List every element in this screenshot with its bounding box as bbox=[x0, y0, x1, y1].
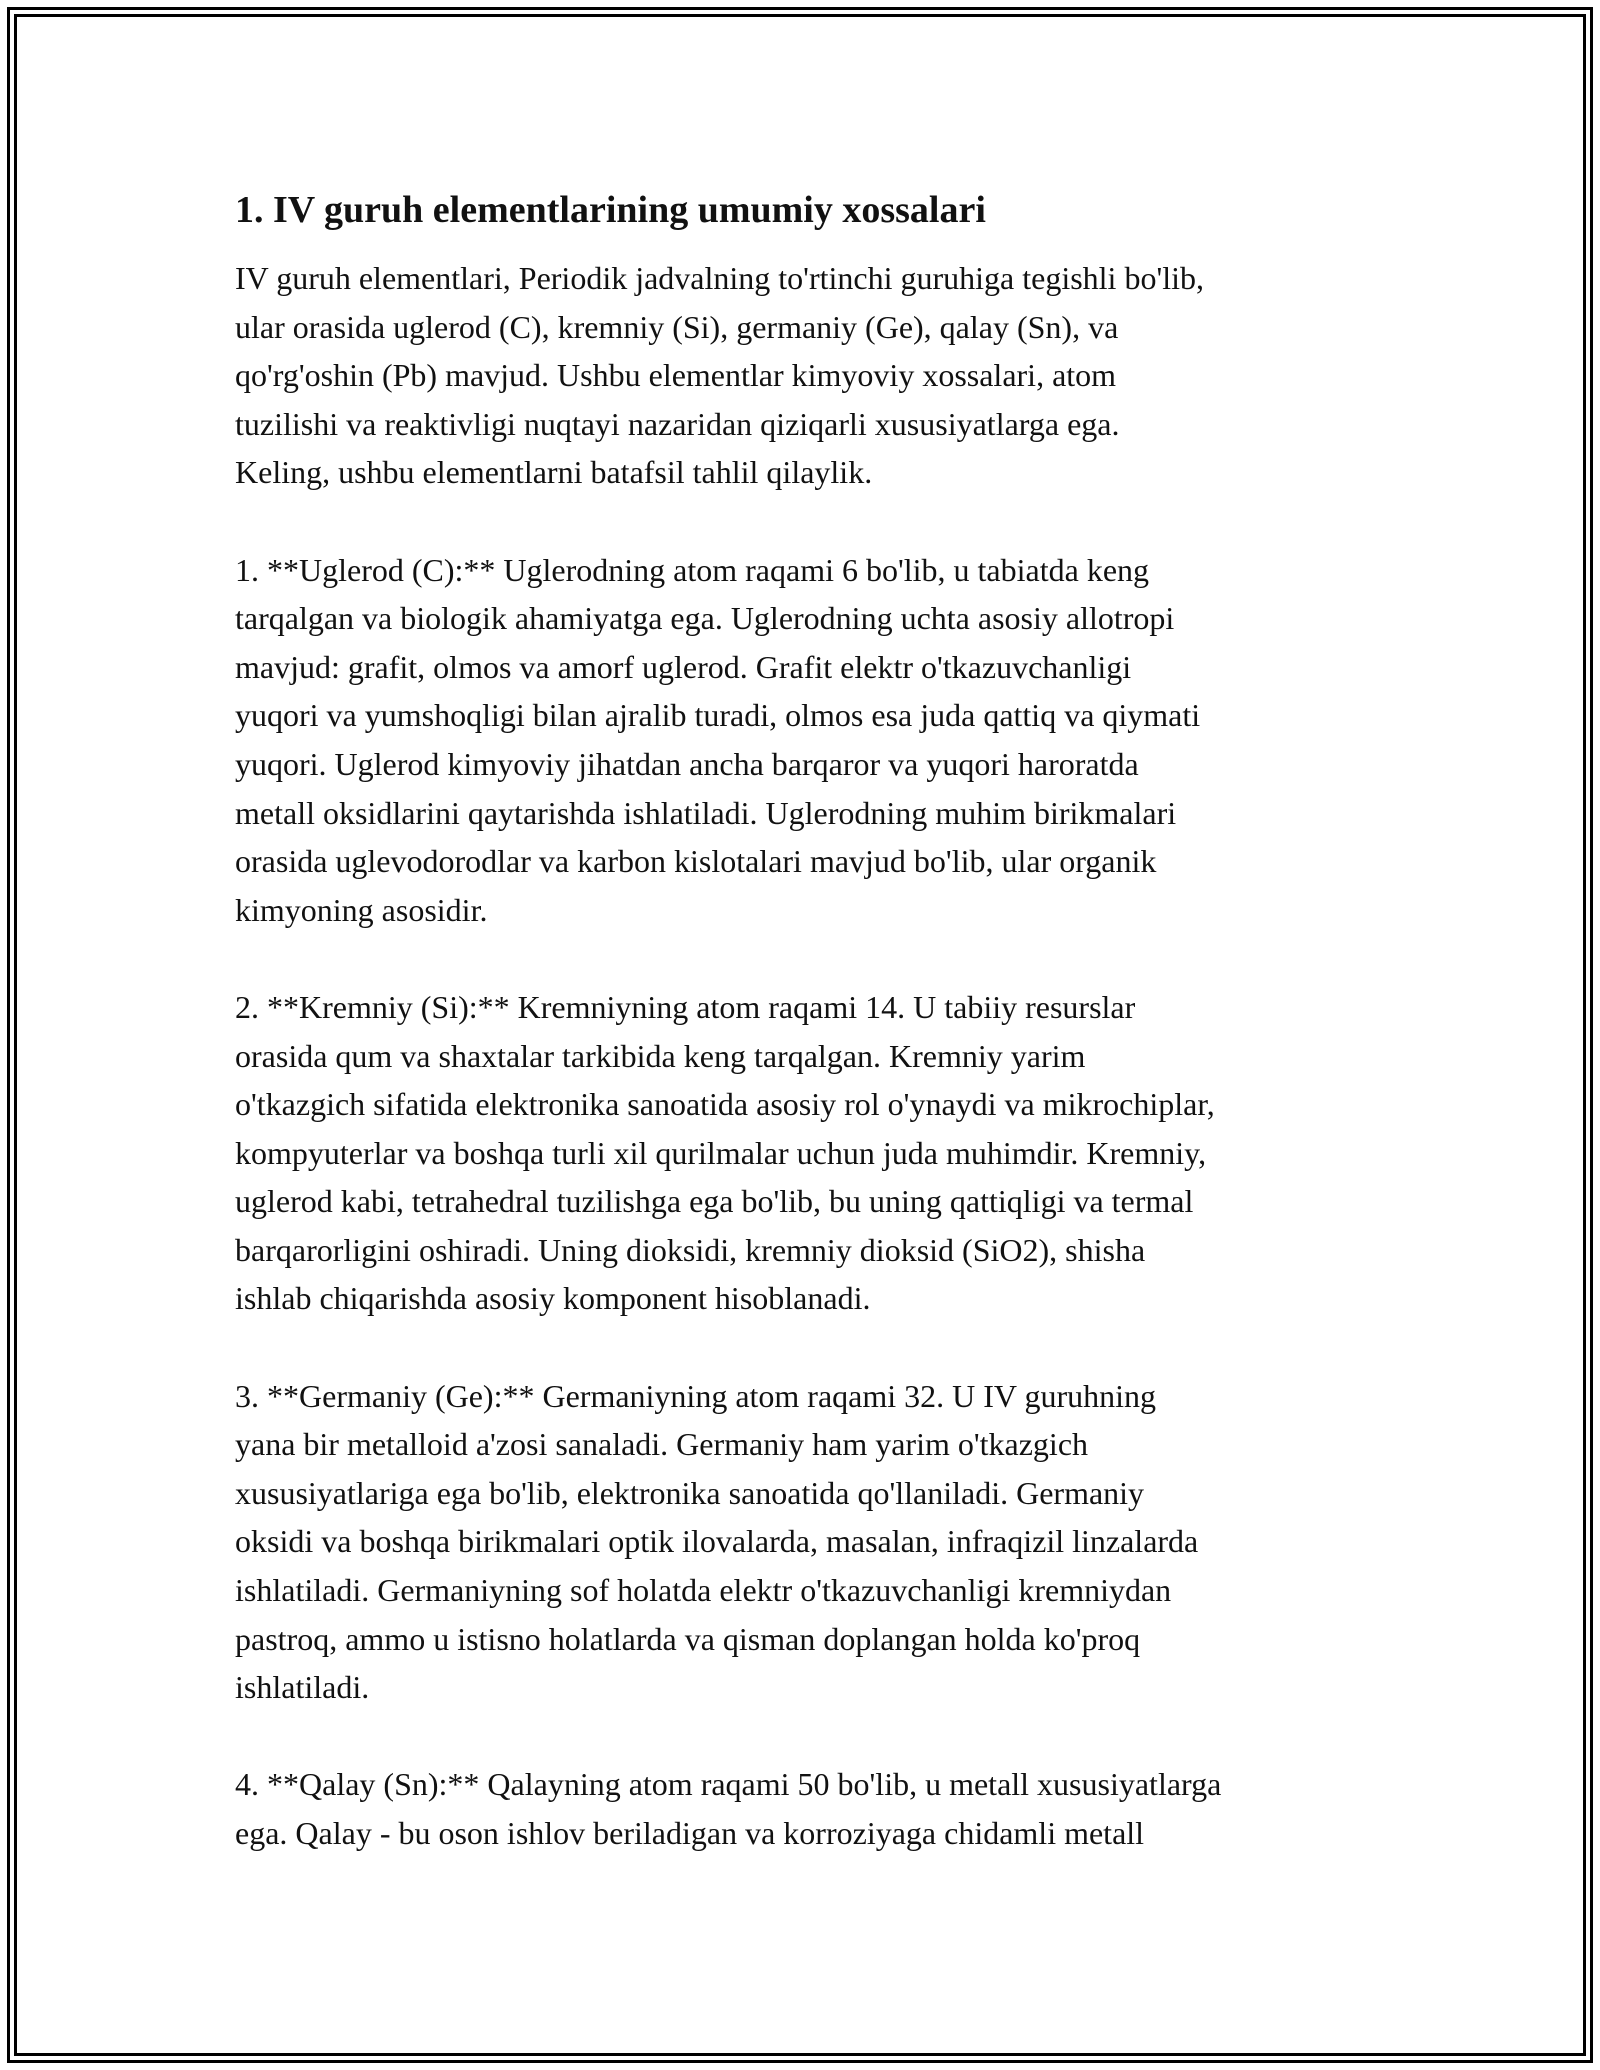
text-line: barqarorligini oshiradi. Uning dioksidi, kremniy dioksid (SiO2), shisha bbox=[235, 1231, 1146, 1268]
text-line: orasida uglevodorodlar va karbon kislotalari mavjud bo'lib, ular organik bbox=[235, 843, 1157, 880]
section-heading: 1. IV guruh elementlarining umumiy xossalari bbox=[235, 189, 986, 231]
text-line: ishlatiladi. Germaniyning sof holatda elektr o'tkazuvchanligi kremniydan bbox=[235, 1572, 1172, 1609]
text-line: ular orasida uglerod (C), kremniy (Si), germaniy (Ge), qalay (Sn), va bbox=[235, 308, 1119, 345]
text-line: qo'rg'oshin (Pb) mavjud. Ushbu elementlar kimyoviy xossalari, atom bbox=[235, 357, 1117, 394]
text-line: ega. Qalay - bu oson ishlov beriladigan va korroziyaga chidamli metall bbox=[235, 1815, 1145, 1851]
text-line: uglerod kabi, tetrahedral tuzilishga ega bo'lib, bu uning qattiqligi va termal bbox=[235, 1183, 1194, 1220]
text-line: yuqori. Uglerod kimyoviy jihatdan ancha barqaror va yuqori haroratda bbox=[235, 745, 1139, 782]
text-line: yana bir metalloid a'zosi sanaladi. Germaniy ham yarim o'tkazgich bbox=[235, 1426, 1089, 1463]
text-line: IV guruh elementlari, Periodik jadvalning to'rtinchi guruhiga tegishli bo'lib, bbox=[235, 260, 1204, 296]
text-line: xususiyatlariga ega bo'lib, elektronika sanoatida qo'llaniladi. Germaniy bbox=[235, 1474, 1145, 1511]
text-line: kompyuterlar va boshqa turli xil qurilmalar uchun juda muhimdir. Kremniy, bbox=[235, 1134, 1207, 1171]
text-line: Keling, ushbu elementlarni batafsil tahlil qilaylik. bbox=[235, 454, 873, 491]
tin-paragraph bbox=[235, 1760, 1375, 1857]
text-line: yuqori va yumshoqligi bilan ajralib turadi, olmos esa juda qattiq va qiymati bbox=[235, 697, 1201, 734]
carbon-paragraph bbox=[235, 546, 1375, 935]
text-line: tuzilishi va reaktivligi nuqtayi nazaridan qiziqarli xususiyatlarga ega. bbox=[235, 405, 1120, 442]
germanium-paragraph bbox=[235, 1372, 1375, 1712]
intro-paragraph bbox=[235, 254, 1375, 497]
text-line: mavjud: grafit, olmos va amorf uglerod. Grafit elektr o'tkazuvchanligi bbox=[235, 648, 1132, 685]
text-line: 2. **Kremniy (Si):** Kremniyning atom raqami 14. U tabiiy resurslar bbox=[235, 988, 1136, 1025]
silicon-paragraph bbox=[235, 983, 1375, 1323]
text-line: ishlatiladi. bbox=[235, 1669, 370, 1706]
text-line: ishlab chiqarishda asosiy komponent hisoblanadi. bbox=[235, 1280, 871, 1317]
text-line: orasida qum va shaxtalar tarkibida keng tarqalgan. Kremniy yarim bbox=[235, 1037, 1086, 1074]
document-body bbox=[235, 186, 1375, 1906]
text-line: kimyoning asosidir. bbox=[235, 891, 488, 928]
text-line: oksidi va boshqa birikmalari optik ilovalarda, masalan, infraqizil linzalarda bbox=[235, 1523, 1199, 1560]
text-line: tarqalgan va biologik ahamiyatga ega. Uglerodning uchta asosiy allotropi bbox=[235, 600, 1175, 637]
text-line: metall oksidlarini qaytarishda ishlatiladi. Uglerodning muhim birikmalari bbox=[235, 794, 1177, 831]
text-line: 4. **Qalay (Sn):** Qalayning atom raqami 50 bo'lib, u metall xususiyatlarga bbox=[235, 1766, 1222, 1803]
text-line: pastroq, ammo u istisno holatlarda va qisman doplangan holda ko'proq bbox=[235, 1620, 1141, 1657]
text-line: o'tkazgich sifatida elektronika sanoatida asosiy rol o'ynaydi va mikrochiplar, bbox=[235, 1086, 1215, 1123]
text-line: 3. **Germaniy (Ge):** Germaniyning atom raqami 32. U IV guruhning bbox=[235, 1377, 1156, 1414]
text-line: 1. **Uglerod (C):** Uglerodning atom raqami 6 bo'lib, u tabiatda keng bbox=[235, 551, 1150, 588]
